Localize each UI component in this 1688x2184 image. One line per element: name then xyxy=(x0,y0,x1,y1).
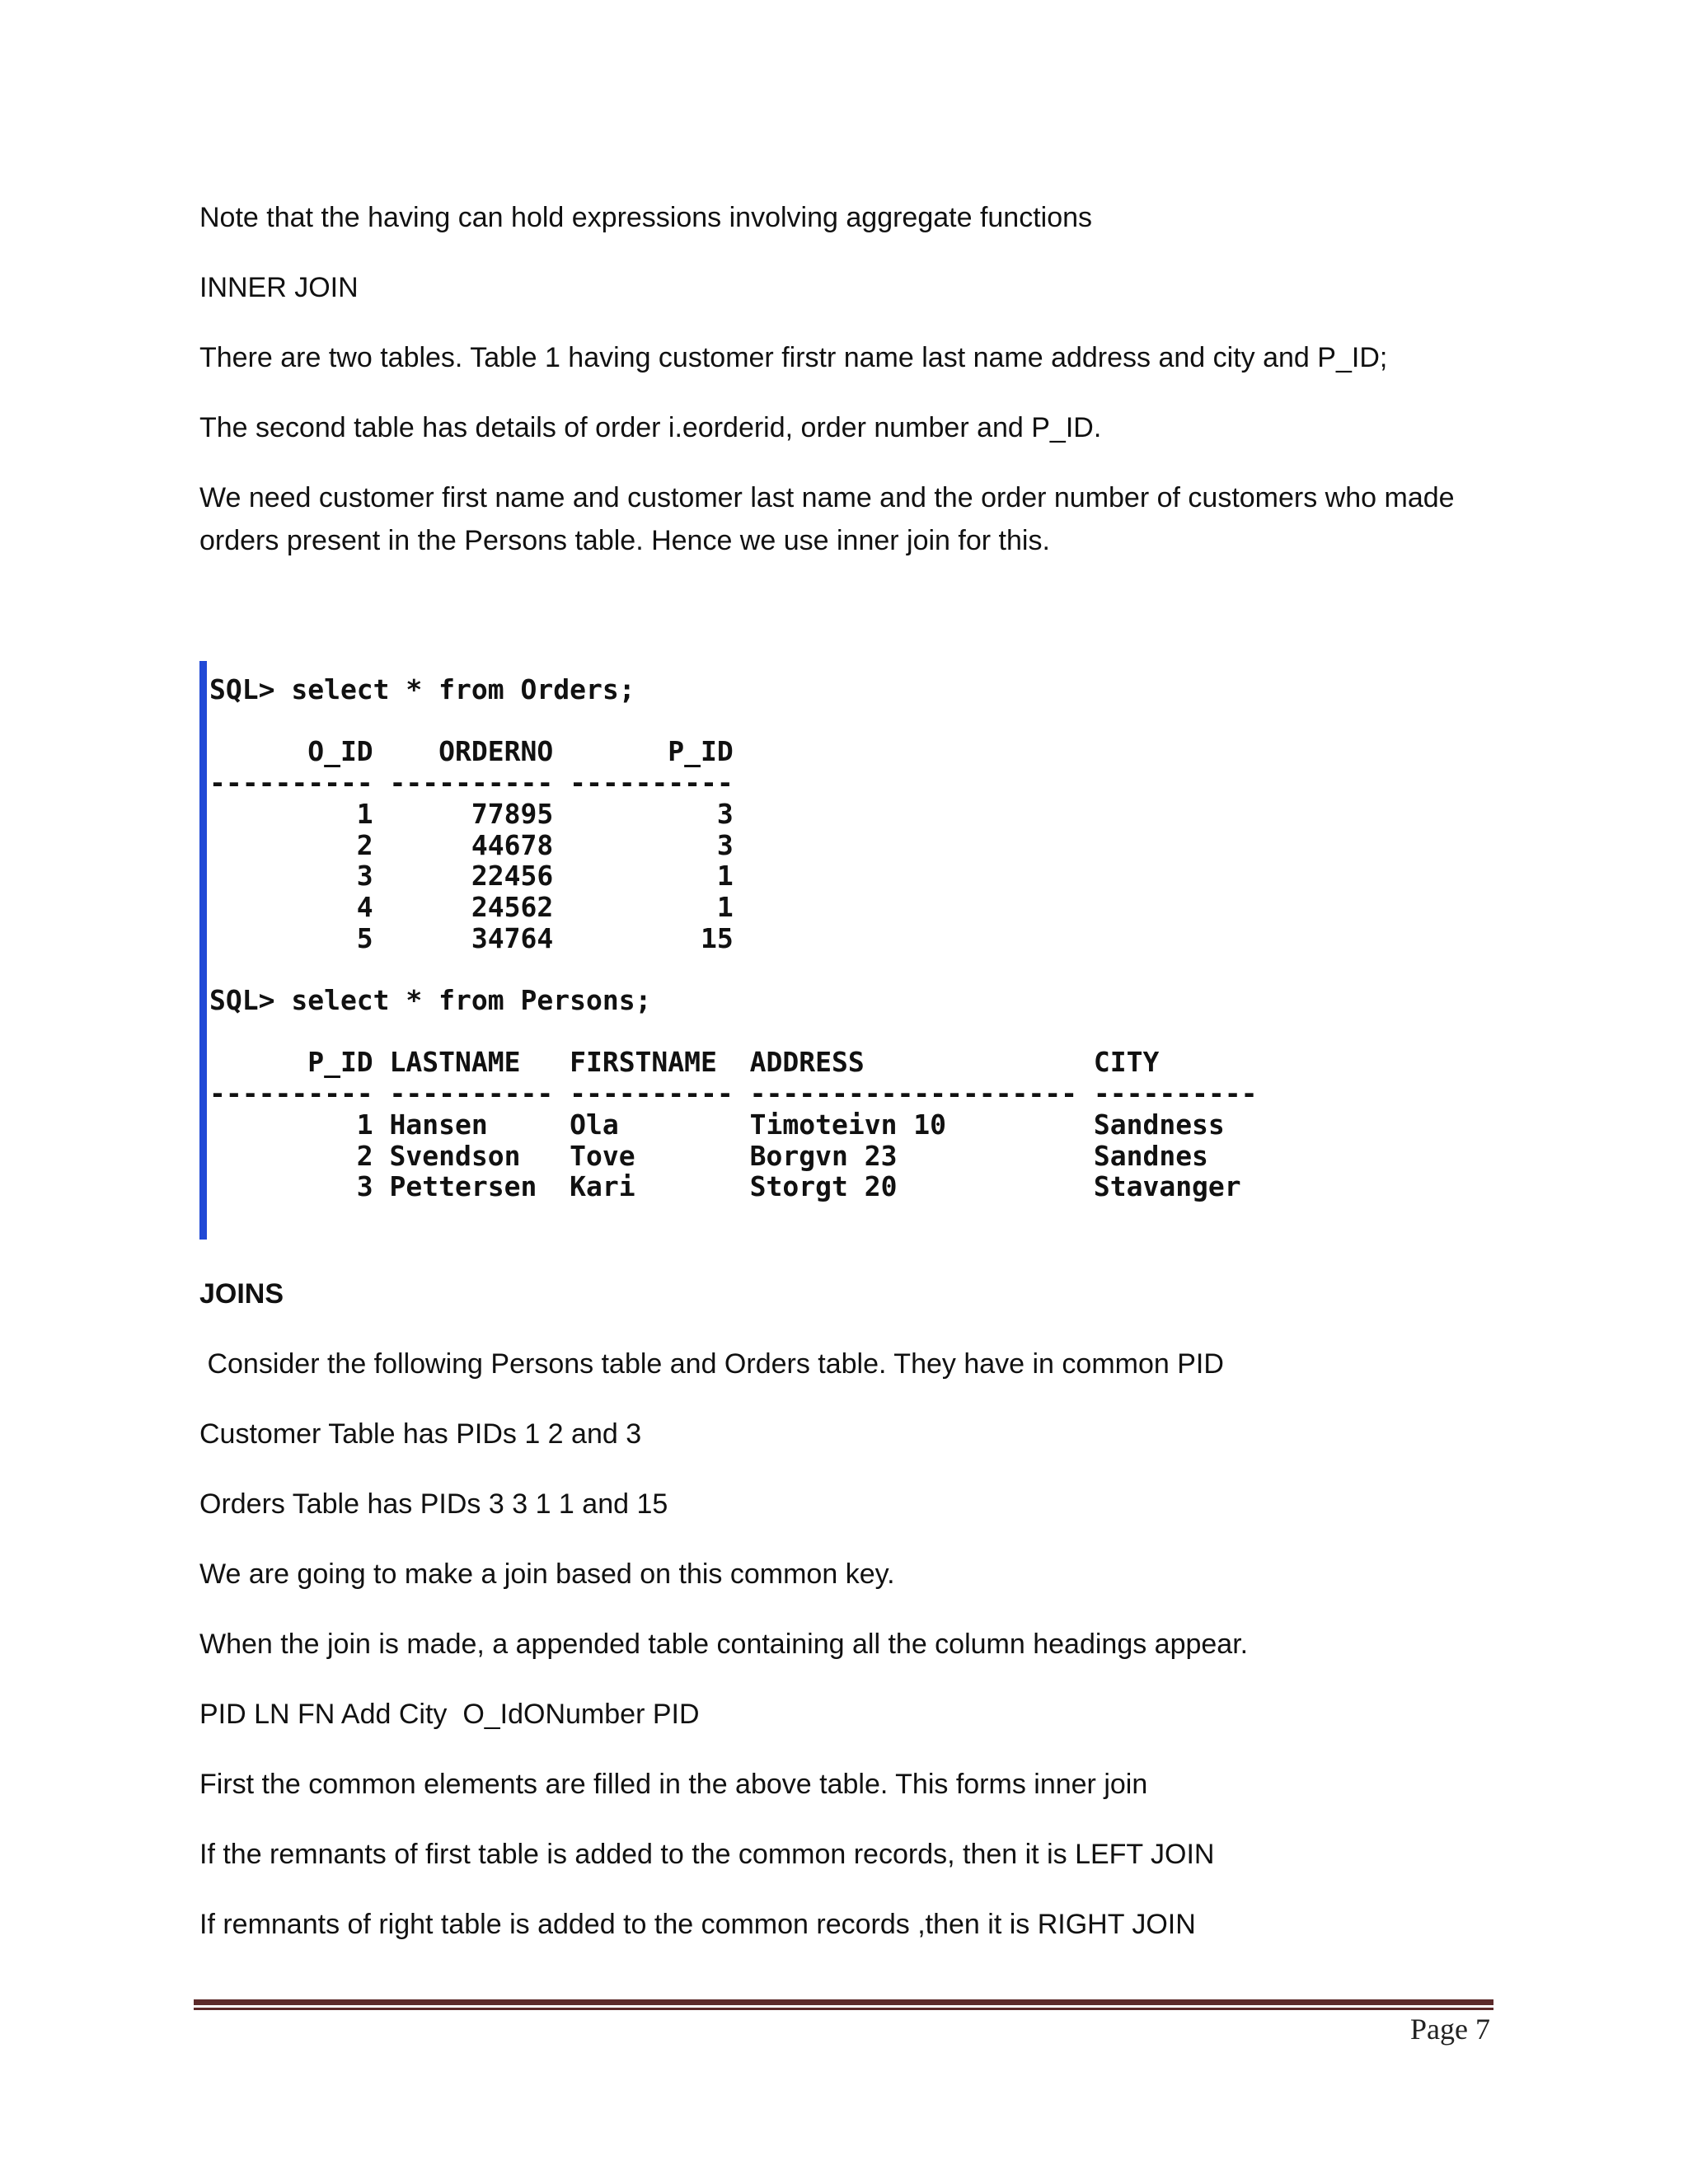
page-number: Page 7 xyxy=(1410,2013,1490,2046)
paragraph-right-join: If remnants of right table is added to the common records ,then it is RIGHT JOIN xyxy=(199,1909,1196,1940)
paragraph-appended-table: When the join is made, a appended table containing all the column headings appear. xyxy=(199,1629,1249,1660)
paragraph-second-table: The second table has details of order i.eorderid, order number and P_ID. xyxy=(199,412,1102,443)
terminal-left-border xyxy=(199,661,207,1240)
paragraph-customer-pids: Customer Table has PIDs 1 2 and 3 xyxy=(199,1418,642,1450)
inner-join-label: INNER JOIN xyxy=(199,272,359,303)
paragraph-consider-tables: Consider the following Persons table and Orders table. They have in common PID xyxy=(199,1348,1224,1380)
paragraph-common-key: We are going to make a join based on this common key. xyxy=(199,1558,895,1590)
paragraph-orders-pids: Orders Table has PIDs 3 3 1 1 and 15 xyxy=(199,1488,668,1520)
joins-heading: JOINS xyxy=(199,1278,284,1310)
sql-terminal-screenshot xyxy=(199,661,1296,1240)
paragraph-left-join: If the remnants of first table is added to the common records, then it is LEFT JOIN xyxy=(199,1839,1215,1870)
paragraph-column-list: PID LN FN Add City O_IdONumber PID xyxy=(199,1699,700,1730)
paragraph-two-tables: There are two tables. Table 1 having customer firstr name last name address and city and P_ID; xyxy=(199,342,1388,373)
footer-rule-thin xyxy=(194,2008,1493,2010)
paragraph-inner-join-fill: First the common elements are filled in the above table. This forms inner join xyxy=(199,1769,1148,1800)
paragraph-having-note: Note that the having can hold expressions involving aggregate functions xyxy=(199,202,1093,233)
footer-rule-thick xyxy=(194,1999,1493,2005)
paragraph-inner-join-need: We need customer first name and customer last name and the order number of customers who made orders present in the Persons table. Hence we use inner join for this. xyxy=(199,482,1455,556)
sql-query-output: SQL> select * from Orders; O_ID ORDERNO P_ID ---------- ---------- ---------- 1 77895 3 2 44678 3 3 22456 1 4 24562 1 5 34764 15 SQL> select * from Persons; P_ID LASTNAME FIRSTNAME ADDRESS CITY ---------- ---------- ---------- -------------------- ---------- 1 Hansen Ola Timoteivn 10 Sandness 2 Svendson Tove Borgvn 23 Sandnes 3 Pettersen Kari Storgt 20 Stavanger xyxy=(209,673,1258,1203)
